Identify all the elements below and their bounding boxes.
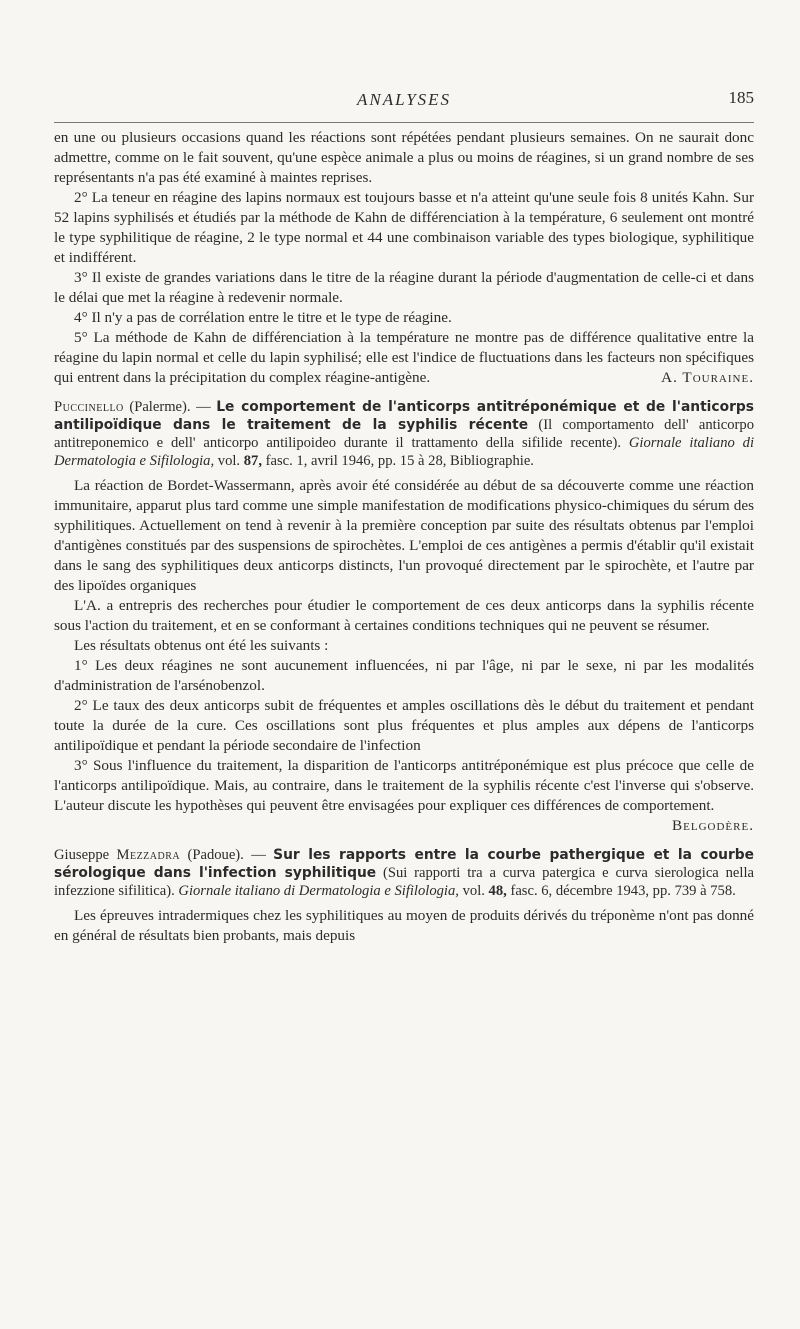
journal-name: Giornale italiano di Dermatologia e Sifilologia,	[54, 435, 754, 469]
page-number: 185	[728, 88, 754, 107]
volume-label: vol.	[217, 453, 241, 469]
paragraph: Les résultats obtenus ont été les suivants :	[74, 637, 329, 654]
paragraph	[54, 328, 754, 388]
author: Mezzadra	[116, 847, 181, 863]
review-touraine	[54, 128, 754, 388]
paragraph: Les épreuves intradermiques chez les syphilitiques au moyen de produits dérivés du tréponème n'ont pas donné en général de résultats bien probants, mais depuis	[54, 907, 754, 944]
paragraph: 2° Le taux des deux anticorps subit de fréquentes et amples oscillations dès le début du traitement et pendant toute la durée de la cure. Ces oscillations sont plus fréquentes et plus amples aux dépens de l'anticorps antilipoïdique et pendant la période secondaire de l'infection	[54, 697, 754, 754]
page-body	[54, 128, 754, 946]
signature: A. Touraine.	[661, 369, 754, 386]
dash: —	[251, 847, 266, 863]
signature: Belgodère.	[672, 817, 754, 834]
original-title: (Sui rapporti tra a curva patergica e curva sierologica nella infezzione sifilitica).	[54, 865, 754, 899]
author-place: (Palerme).	[129, 399, 191, 415]
journal-name: Giornale italiano di Dermatologia e Sifilologia,	[178, 883, 459, 899]
volume: 87,	[243, 453, 262, 469]
volume: 48,	[488, 883, 507, 899]
author-first-name: Giuseppe	[54, 847, 110, 863]
paragraph: en une ou plusieurs occasions quand les réactions sont répétées pendant plusieurs semaines. On ne saurait donc admettre, comme on le fait souvent, qu'une espèce animale a plus ou moins de réagines, si un grand nombre de ses représentants n'a pas été examiné à maintes reprises.	[54, 129, 754, 186]
dash: —	[196, 399, 211, 415]
bibliographic-entry	[54, 846, 754, 900]
page-header	[54, 86, 754, 116]
paragraph: L'A. a entrepris des recherches pour étudier le comportement de ces deux anticorps dans la syphilis récente sous l'action du traitement, et en se conformant à certaines conditions techniques qui ne peuvent se résumer.	[54, 597, 754, 634]
original-title: (Il comportamento dell' anticorpo antitreponemico e dell' anticorpo antilipoideo durante il trattamento della sifilide recente).	[54, 417, 754, 451]
article-title: Le comportement de l'anticorps antitréponémique et de l'anticorps antilipoïdique dans le traitement de la syphilis récente	[54, 399, 754, 433]
review-puccinello	[54, 398, 754, 836]
volume-label: vol.	[462, 883, 485, 899]
bibliographic-entry	[54, 398, 754, 470]
running-title: ANALYSES	[356, 90, 452, 109]
review-mezzadra	[54, 846, 754, 946]
paragraph: 4° Il n'y a pas de corrélation entre le titre et le type de réagine.	[74, 309, 452, 326]
publication-details: fasc. 6, décembre 1943, pp. 739 à 758.	[510, 883, 736, 899]
author-place: (Padoue).	[187, 847, 244, 863]
paragraph: 3° Il existe de grandes variations dans le titre de la réagine durant la période d'augmentation de celle-ci et dans le délai que met la réagine à redevenir normale.	[54, 269, 754, 306]
paragraph: 3° Sous l'influence du traitement, la disparition de l'anticorps antitréponémique est plus précoce que celle de l'anticorps antilipoïdique. Mais, au contraire, dans le traitement de la syphilis récente c'est l'inverse qui s'observe. L'auteur discute les hypothèses qui peuvent être envisagées pour expliquer ces différences de comportement.	[54, 757, 754, 814]
header-rule	[54, 122, 754, 123]
paragraph: 1° Les deux réagines ne sont aucunement influencées, ni par l'âge, ni par le sexe, ni par les modalités d'administration de l'arsénobenzol.	[54, 657, 754, 694]
paragraph: La réaction de Bordet-Wassermann, après avoir été considérée au début de sa découverte comme une réaction immunitaire, apparut plus tard comme une simple manifestation de modifications physico-chimiques du sérum des syphilitiques. Actuellement on tend à revenir à la première conception par suite des résultats obtenus par l'emploi d'antigènes constitués par des suspensions de spirochètes. L'emploi de ces antigènes a permis d'établir qu'il existait dans le sang des syphilitiques deux anticorps distincts, l'un provoqué directement par le spirochète, et l'autre par des lipoïdes organiques	[54, 477, 754, 594]
publication-details: fasc. 1, avril 1946, pp. 15 à 28, Bibliographie.	[265, 453, 534, 469]
article-title: Sur les rapports entre la courbe pathergique et la courbe sérologique dans l'infection syphilitique	[54, 847, 754, 881]
paragraph-text: 5° La méthode de Kahn de différenciation à la température ne montre pas de différence qualitative entre la réagine du lapin normal et celle du lapin syphilisé; elle est l'indice de fluctuations dans les facteurs non spécifiques qui entrent dans la précipitation du complex réagine-antigène.	[54, 329, 754, 386]
paragraph: 2° La teneur en réagine des lapins normaux est toujours basse et n'a atteint qu'une seule fois 8 unités Kahn. Sur 52 lapins syphilisés et étudiés par la méthode de Kahn de différenciation à la température, 6 seulement ont montré le type syphilitique de réagine, 2 le type normal et 44 une combinaison variable des types biologique, syphilitique et indifférent.	[54, 189, 754, 266]
author: Puccinello	[54, 399, 124, 415]
